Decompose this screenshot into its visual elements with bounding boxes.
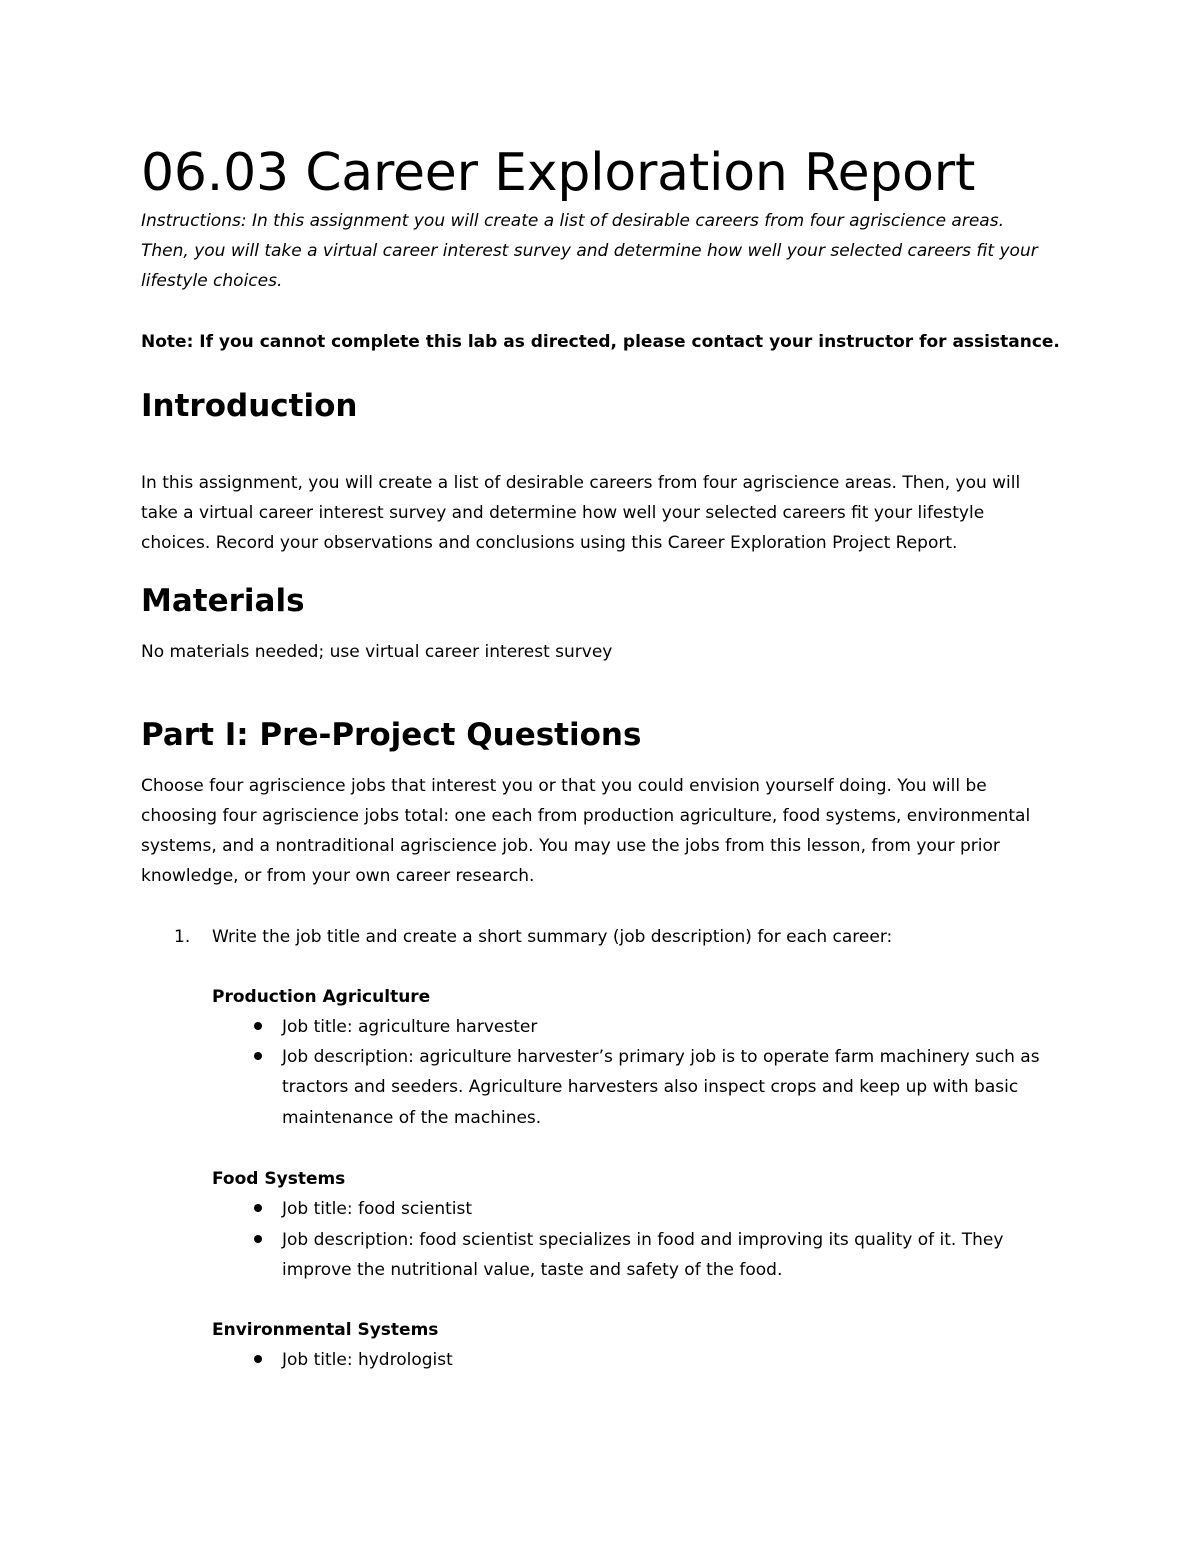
instructions-line-3: lifestyle choices. (141, 271, 283, 291)
introduction-line-2: take a virtual career interest survey and determine how well your selected careers fit your lifestyle (141, 503, 985, 523)
bullet-dot (254, 1022, 262, 1030)
food-job-description-line-2: improve the nutritional value, taste and safety of the food. (282, 1260, 783, 1280)
bullet-dot (254, 1235, 262, 1243)
production-job-description-line-1: Job description: agriculture harvester’s primary job is to operate farm machinery such as (282, 1047, 1040, 1067)
food-job-title: Job title: food scientist (282, 1199, 473, 1219)
production-job-title: Job title: agriculture harvester (282, 1017, 538, 1037)
instructions-line-1: Instructions: In this assignment you will create a list of desirable careers from four agriscience areas. (141, 211, 1004, 231)
section-heading-food-systems: Food Systems (212, 1169, 346, 1189)
materials-heading: Materials (141, 583, 305, 619)
production-job-description-line-2: tractors and seeders. Agriculture harvesters also inspect crops and keep up with basic (282, 1077, 1019, 1097)
part1-line-2: choosing four agriscience jobs total: one each from production agriculture, food systems, environmental (141, 806, 1031, 826)
environmental-job-title: Job title: hydrologist (282, 1350, 453, 1370)
question-number: 1. (174, 927, 191, 947)
food-job-description-line-1: Job description: food scientist specializes in food and improving its quality of it. They (282, 1230, 1004, 1250)
section-heading-production-agriculture: Production Agriculture (212, 987, 431, 1007)
part1-line-1: Choose four agriscience jobs that interest you or that you could envision yourself doing. You will be (141, 776, 987, 796)
bullet-dot (254, 1355, 262, 1363)
bullet-dot (254, 1052, 262, 1060)
part1-line-4: knowledge, or from your own career research. (141, 866, 535, 886)
materials-text: No materials needed; use virtual career interest survey (141, 642, 613, 662)
part1-line-3: systems, and a nontraditional agriscience job. You may use the jobs from this lesson, from your prior (141, 836, 1000, 856)
question-text: Write the job title and create a short summary (job description) for each career: (212, 927, 893, 947)
production-job-description-line-3: maintenance of the machines. (282, 1108, 542, 1128)
note-text: Note: If you cannot complete this lab as directed, please contact your instructor for assistance. (141, 332, 1060, 352)
bullet-dot (254, 1204, 262, 1212)
part1-heading: Part I: Pre-Project Questions (141, 717, 642, 753)
instructions-line-2: Then, you will take a virtual career interest survey and determine how well your selected careers fit your (141, 241, 1038, 261)
introduction-line-1: In this assignment, you will create a list of desirable careers from four agriscience areas. Then, you will (141, 473, 1021, 493)
introduction-line-3: choices. Record your observations and conclusions using this Career Exploration Project Report. (141, 533, 958, 553)
introduction-heading: Introduction (141, 388, 358, 424)
document-title: 06.03 Career Exploration Report (141, 143, 976, 203)
section-heading-environmental-systems: Environmental Systems (212, 1320, 439, 1340)
